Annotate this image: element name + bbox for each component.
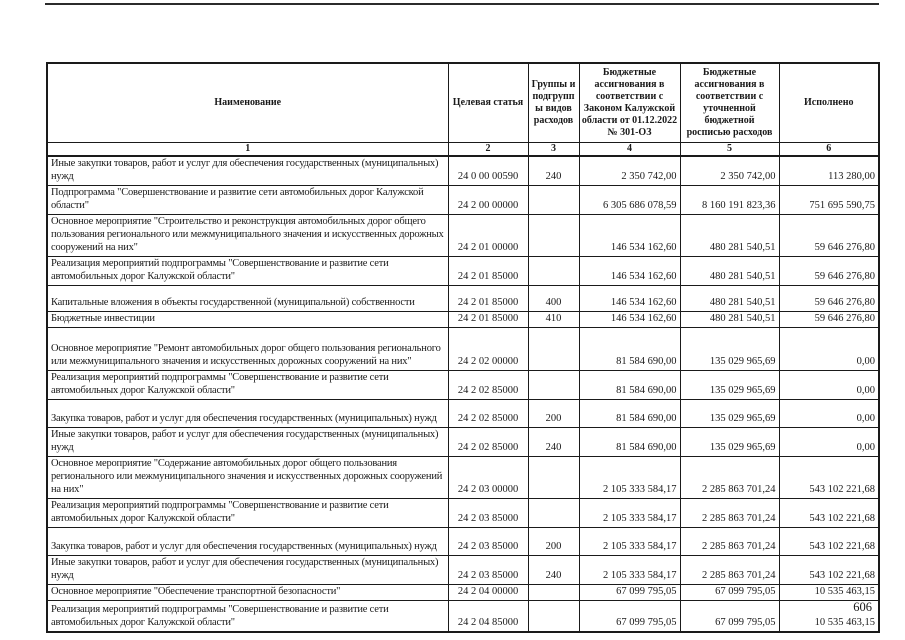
target-article-cell: 24 2 03 85000 [448,528,528,556]
target-article-cell: 24 0 00 00590 [448,156,528,186]
budget-law-cell: 2 105 333 584,17 [579,457,680,499]
group-cell: 410 [528,312,579,328]
target-article-cell: 24 2 03 00000 [448,457,528,499]
table-row [47,328,879,371]
budget-updated-cell: 480 281 540,51 [680,286,779,312]
group-cell [528,186,579,215]
column-number: 5 [680,143,779,157]
row-name-cell: Реализация мероприятий подпрограммы "Совершенствование и развитие сети автомобильных дорог Калужской области" [47,601,448,632]
budget-updated-cell: 480 281 540,51 [680,312,779,328]
target-article-cell: 24 2 01 00000 [448,215,528,257]
table-header [47,63,879,156]
header-groups: Группы и подгруппы видов расходов [528,63,579,143]
budget-law-cell: 81 584 690,00 [579,328,680,371]
budget-law-cell: 67 099 795,05 [579,601,680,632]
target-article-cell: 24 2 02 85000 [448,400,528,428]
group-cell: 240 [528,156,579,186]
budget-law-cell: 146 534 162,60 [579,215,680,257]
target-article-cell: 24 2 02 85000 [448,428,528,457]
executed-cell: 59 646 276,80 [779,312,879,328]
header-name: Наименование [47,63,448,143]
budget-law-cell: 146 534 162,60 [579,312,680,328]
executed-cell: 543 102 221,68 [779,528,879,556]
group-cell [528,499,579,528]
group-cell: 240 [528,428,579,457]
executed-cell: 0,00 [779,428,879,457]
budget-law-cell: 6 305 686 078,59 [579,186,680,215]
budget-law-cell: 2 350 742,00 [579,156,680,186]
target-article-cell: 24 2 02 85000 [448,371,528,400]
page-top-rule [45,3,879,5]
executed-cell: 0,00 [779,328,879,371]
table-row [47,400,879,428]
target-article-cell: 24 2 04 85000 [448,601,528,632]
column-number: 3 [528,143,579,157]
budget-updated-cell: 135 029 965,69 [680,400,779,428]
executed-cell: 751 695 590,75 [779,186,879,215]
row-name-cell: Иные закупки товаров, работ и услуг для обеспечения государственных (муниципальных) нужд [47,556,448,585]
column-number: 1 [47,143,448,157]
row-name-cell: Основное мероприятие "Строительство и реконструкция автомобильных дорог общего пользования регионального или межмуниципального значения и искусственных дорожных сооружений на них" [47,215,448,257]
group-cell [528,457,579,499]
table-row [47,156,879,186]
page-number: 606 [853,600,872,614]
budget-law-cell: 81 584 690,00 [579,371,680,400]
budget-law-cell: 146 534 162,60 [579,257,680,286]
budget-updated-cell: 2 285 863 701,24 [680,556,779,585]
table-row [47,215,879,257]
executed-cell: 543 102 221,68 [779,499,879,528]
row-name-cell: Иные закупки товаров, работ и услуг для обеспечения государственных (муниципальных) нужд [47,428,448,457]
row-name-cell: Закупка товаров, работ и услуг для обеспечения государственных (муниципальных) нужд [47,528,448,556]
executed-cell: 113 280,00 [779,156,879,186]
budget-updated-cell: 2 350 742,00 [680,156,779,186]
budget-law-cell: 81 584 690,00 [579,400,680,428]
header-budget-law: Бюджетные ассигнования в соответствии с Законом Калужской области от 01.12.2022 № 301-ОЗ [579,63,680,143]
row-name-cell: Иные закупки товаров, работ и услуг для обеспечения государственных (муниципальных) нужд [47,156,448,186]
table-row [47,371,879,400]
row-name-cell: Основное мероприятие "Ремонт автомобильных дорог общего пользования регионального или межмуниципального значения и искусственных дорожных сооружений на них" [47,328,448,371]
row-name-cell: Капитальные вложения в объекты государственной (муниципальной) собственности [47,286,448,312]
group-cell: 200 [528,528,579,556]
target-article-cell: 24 2 01 85000 [448,286,528,312]
budget-updated-cell: 2 285 863 701,24 [680,528,779,556]
executed-cell: 543 102 221,68 [779,556,879,585]
budget-updated-cell: 480 281 540,51 [680,257,779,286]
budget-law-cell: 2 105 333 584,17 [579,528,680,556]
budget-law-cell: 146 534 162,60 [579,286,680,312]
table-row [47,257,879,286]
header-executed: Исполнено [779,63,879,143]
table-row [47,556,879,585]
executed-cell: 0,00 [779,371,879,400]
row-name-cell: Закупка товаров, работ и услуг для обеспечения государственных (муниципальных) нужд [47,400,448,428]
table-row [47,312,879,328]
table-row [47,457,879,499]
group-cell [528,371,579,400]
column-number: 6 [779,143,879,157]
target-article-cell: 24 2 03 85000 [448,499,528,528]
target-article-cell: 24 2 04 00000 [448,585,528,601]
table-row [47,186,879,215]
header-budget-updated: Бюджетные ассигнования в соответствии с уточненной бюджетной росписью расходов [680,63,779,143]
table-row [47,499,879,528]
target-article-cell: 24 2 03 85000 [448,556,528,585]
group-cell: 200 [528,400,579,428]
table-row [47,286,879,312]
budget-updated-cell: 135 029 965,69 [680,371,779,400]
row-name-cell: Реализация мероприятий подпрограммы "Совершенствование и развитие сети автомобильных дорог Калужской области" [47,257,448,286]
row-name-cell: Реализация мероприятий подпрограммы "Совершенствование и развитие сети автомобильных дорог Калужской области" [47,499,448,528]
table-row [47,428,879,457]
column-number: 2 [448,143,528,157]
budget-updated-cell: 2 285 863 701,24 [680,457,779,499]
budget-updated-cell: 480 281 540,51 [680,215,779,257]
budget-updated-cell: 67 099 795,05 [680,585,779,601]
executed-cell: 10 535 463,15 [779,601,879,632]
column-number-row [47,143,879,157]
budget-updated-cell: 135 029 965,69 [680,428,779,457]
group-cell: 240 [528,556,579,585]
executed-cell: 59 646 276,80 [779,286,879,312]
group-cell [528,601,579,632]
table-body [47,156,879,632]
budget-law-cell: 81 584 690,00 [579,428,680,457]
group-cell [528,328,579,371]
group-cell: 400 [528,286,579,312]
row-name-cell: Реализация мероприятий подпрограммы "Совершенствование и развитие сети автомобильных дорог Калужской области" [47,371,448,400]
budget-law-cell: 2 105 333 584,17 [579,556,680,585]
row-name-cell: Бюджетные инвестиции [47,312,448,328]
budget-updated-cell: 67 099 795,05 [680,601,779,632]
table-row [47,585,879,601]
target-article-cell: 24 2 01 85000 [448,257,528,286]
row-name-cell: Подпрограмма "Совершенствование и развитие сети автомобильных дорог Калужской области" [47,186,448,215]
executed-cell: 59 646 276,80 [779,215,879,257]
budget-law-cell: 67 099 795,05 [579,585,680,601]
executed-cell: 59 646 276,80 [779,257,879,286]
column-number: 4 [579,143,680,157]
budget-updated-cell: 2 285 863 701,24 [680,499,779,528]
target-article-cell: 24 2 01 85000 [448,312,528,328]
header-row [47,63,879,143]
budget-law-cell: 2 105 333 584,17 [579,499,680,528]
row-name-cell: Основное мероприятие "Обеспечение транспортной безопасности" [47,585,448,601]
table-row [47,601,879,632]
group-cell [528,215,579,257]
budget-updated-cell: 135 029 965,69 [680,328,779,371]
group-cell [528,257,579,286]
executed-cell: 543 102 221,68 [779,457,879,499]
group-cell [528,585,579,601]
header-target-article: Целевая статья [448,63,528,143]
row-name-cell: Основное мероприятие "Содержание автомобильных дорог общего пользования регионального или межмуниципального значения и искусственных дорожных сооружений на них" [47,457,448,499]
executed-cell: 0,00 [779,400,879,428]
budget-table [46,62,880,633]
executed-cell: 10 535 463,15 [779,585,879,601]
target-article-cell: 24 2 02 00000 [448,328,528,371]
table-row [47,528,879,556]
target-article-cell: 24 2 00 00000 [448,186,528,215]
budget-updated-cell: 8 160 191 823,36 [680,186,779,215]
